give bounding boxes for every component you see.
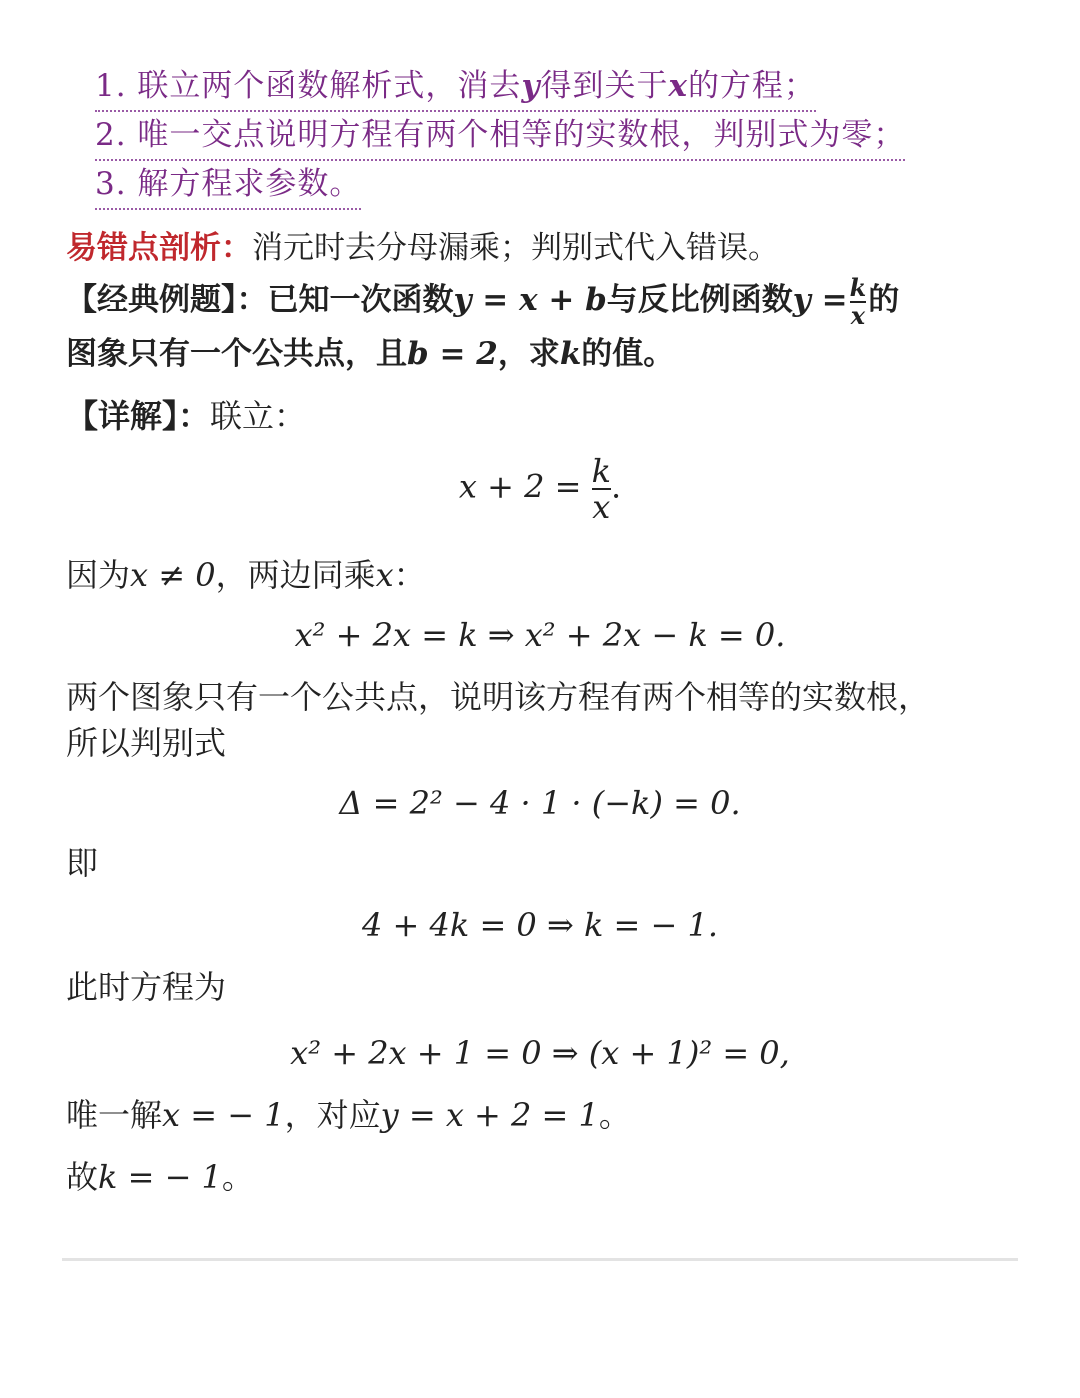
step-1-text-a: 1. 联立两个函数解析式，消去 (95, 68, 522, 104)
example-line2-text-b: ，求 (497, 336, 560, 372)
solution-intro: 联立： (210, 397, 307, 435)
example-eq-linear: y = x + b (453, 282, 607, 318)
error-analysis-label: 易错点剖析： (66, 230, 252, 266)
step-1-text-c: 的方程； (687, 68, 816, 104)
step-1-text-b: 得到关于 (540, 68, 669, 104)
example-eq-inverse-lhs: y = (792, 282, 848, 318)
solution-label: 【详解】： (66, 397, 211, 435)
step-2: 2. 唯一交点说明方程有两个相等的实数根，判别式为零； (95, 111, 905, 161)
step-1-var-x: x (668, 68, 688, 104)
p6-text-b: 。 (221, 1158, 254, 1196)
equation-3: Δ = 2² − 4 · 1 · (−k) = 0. (339, 784, 741, 822)
example-line2-text-a: 图象只有一个公共点，且 (66, 336, 407, 372)
p5-math-1: x = − 1 (162, 1096, 285, 1134)
example-line-1 (66, 272, 899, 328)
error-analysis (66, 222, 779, 267)
paragraph-2 (66, 674, 930, 766)
p1-text-c: ： (393, 556, 426, 594)
example-fraction (849, 272, 867, 330)
equation-5: x² + 2x + 1 = 0 ⇒ (x + 1)² = 0, (290, 1034, 790, 1072)
example-label: 【经典例题】： (66, 282, 268, 318)
equation-1-num: k (591, 452, 611, 490)
example-line2-eq: b = 2 (407, 336, 498, 372)
example-line2-k: k (559, 336, 582, 372)
p5-math-2: y = x + 2 = 1 (380, 1096, 599, 1134)
example-text-3: 的 (868, 282, 900, 318)
paragraph-6 (66, 1154, 254, 1200)
step-1-var-y: y (521, 68, 541, 104)
example-text-2: 与反比例函数 (606, 282, 793, 318)
p1-text-b: ，两边同乘 (215, 556, 376, 594)
solution-heading (66, 392, 306, 440)
p5-text-c: 。 (598, 1096, 631, 1134)
equation-1-end: . (610, 467, 622, 506)
p5-text-b: ，对应 (284, 1096, 381, 1134)
method-steps (95, 62, 905, 209)
equation-2: x² + 2x = k ⇒ x² + 2x − k = 0. (294, 616, 786, 654)
equation-1-fraction (591, 452, 611, 526)
example-line2-text-c: 的值。 (581, 336, 675, 372)
p1-x: x (375, 556, 394, 594)
p1-text-a: 因为 (66, 556, 131, 594)
error-analysis-text: 消元时去分母漏乘；判别式代入错误。 (252, 230, 779, 266)
equation-1-den: x (592, 488, 611, 526)
p5-text-a: 唯一解 (66, 1096, 163, 1134)
example-fraction-den: x (850, 300, 866, 330)
example-text-1: 已知一次函数 (267, 282, 454, 318)
equation-1-lhs: x + 2 = (458, 467, 582, 506)
paragraph-4: 此时方程为 (66, 968, 227, 1006)
paragraph-1 (66, 552, 426, 598)
bottom-divider (62, 1258, 1018, 1261)
p2-line-2: 所以判别式 (66, 724, 227, 762)
p1-math: x ≠ 0 (130, 556, 216, 594)
p6-math: k = − 1 (98, 1158, 222, 1196)
example-line-2 (66, 330, 674, 378)
equation-4: 4 + 4k = 0 ⇒ k = − 1. (362, 906, 718, 944)
step-3: 3. 解方程求参数。 (95, 160, 361, 210)
paragraph-5 (66, 1092, 631, 1138)
equation-1 (0, 452, 1080, 526)
p6-text-a: 故 (66, 1158, 99, 1196)
example-fraction-num: k (849, 272, 867, 302)
p2-line-1: 两个图象只有一个公共点，说明该方程有两个相等的实数根， (66, 678, 931, 716)
step-1 (95, 62, 816, 112)
paragraph-3: 即 (66, 844, 99, 882)
